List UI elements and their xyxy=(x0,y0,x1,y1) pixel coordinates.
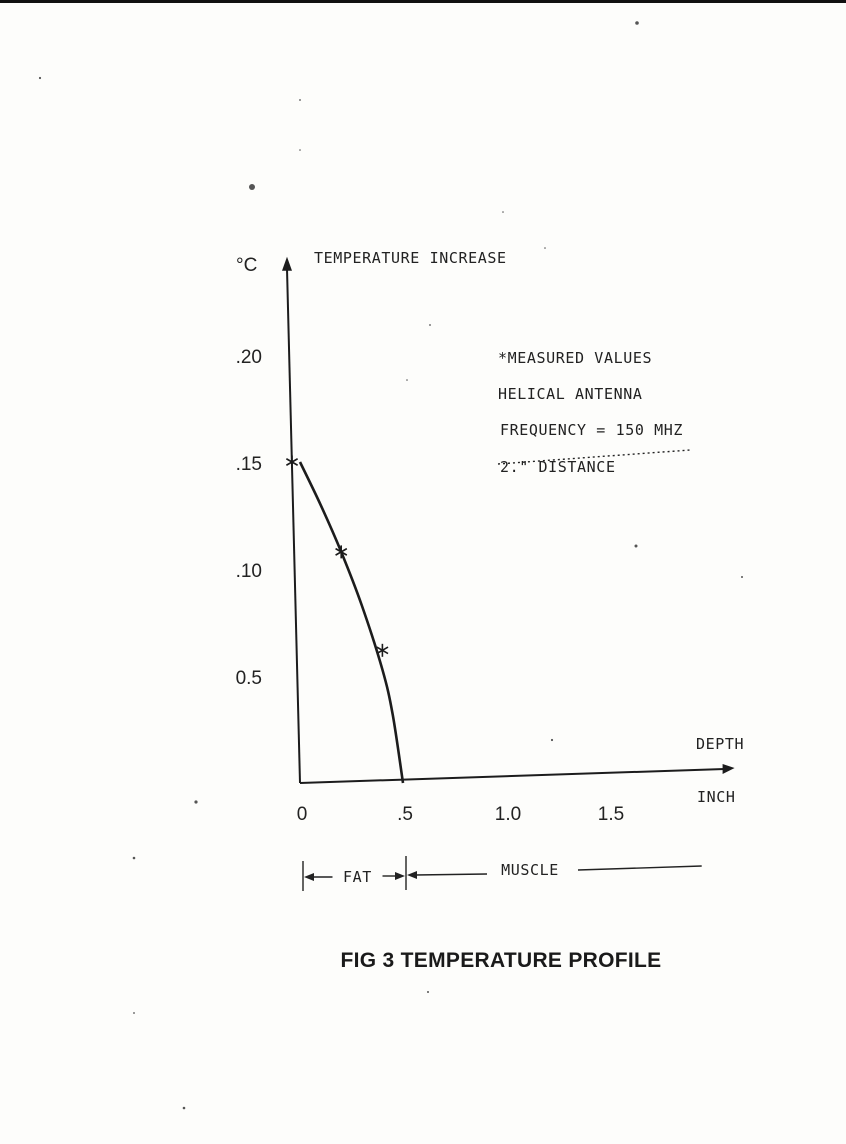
temperature-curve xyxy=(300,462,403,783)
figure-caption: FIG 3 TEMPERATURE PROFILE xyxy=(340,949,662,972)
y-tick-label: .15 xyxy=(235,454,262,475)
y-axis-arrowhead xyxy=(282,257,292,271)
legend-item-frequency: FREQUENCY = 150 MHZ xyxy=(500,421,683,439)
y-axis-unit: °C xyxy=(236,255,258,276)
muscle-span-right xyxy=(578,866,702,870)
x-tick-label: .5 xyxy=(397,804,413,825)
fat-arrow-left xyxy=(304,873,314,881)
x-tick-label: 0 xyxy=(296,804,308,825)
x-tick-label: 1.5 xyxy=(597,804,625,825)
muscle-label: MUSCLE xyxy=(501,861,559,879)
y-axis-title: TEMPERATURE INCREASE xyxy=(314,249,507,267)
measured-value-markers xyxy=(286,456,388,657)
measured-point-marker xyxy=(286,456,297,469)
x-tick-label: 1.0 xyxy=(494,804,522,825)
legend xyxy=(498,349,690,476)
x-axis-arrowhead xyxy=(723,764,735,774)
tissue-regions xyxy=(303,856,702,891)
x-tick-labels xyxy=(297,804,625,825)
legend-item-distance: 2." DISTANCE xyxy=(500,458,616,476)
y-tick-label: 0.5 xyxy=(235,668,262,689)
scan-noise xyxy=(39,21,743,1109)
x-axis xyxy=(300,769,725,783)
y-axis xyxy=(287,269,300,783)
fat-arrow-right xyxy=(395,872,405,880)
y-tick-label: .10 xyxy=(235,561,262,582)
x-axis-title: DEPTH xyxy=(696,735,745,753)
y-tick-label: .20 xyxy=(235,347,262,368)
muscle-span-left xyxy=(415,874,487,875)
y-tick-labels xyxy=(236,347,262,689)
measured-point-marker xyxy=(336,545,347,558)
x-axis-unit: INCH xyxy=(697,788,736,806)
fat-label: FAT xyxy=(343,868,372,886)
axes xyxy=(282,257,735,783)
legend-item-antenna: HELICAL ANTENNA xyxy=(498,385,643,403)
legend-item-measured: *MEASURED VALUES xyxy=(498,349,653,367)
